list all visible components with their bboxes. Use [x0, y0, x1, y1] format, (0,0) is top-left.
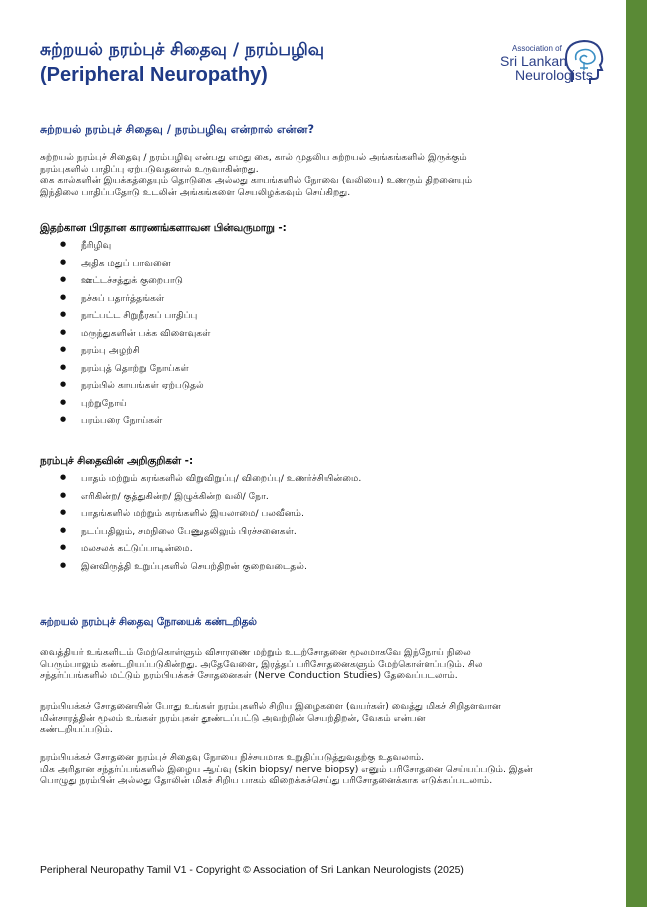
list-item: ● புற்றுநோய்: [60, 398, 211, 416]
text-line: சுற்றயல் நரம்புச் சிதைவு / நரம்பழிவு என்பது எமது கை, கால் முதலிய சுற்றயல் அங்கங்களில் இருக்கும்: [40, 152, 467, 163]
list-item: ● இனவிருத்தி உறுப்புகளில் செயற்திறன் குறைவடைதல்.: [60, 561, 361, 579]
logo-line-3: Neurologists: [515, 67, 593, 83]
copyright-footer: Peripheral Neuropathy Tamil V1 - Copyright © Association of Sri Lankan Neurologists (2025): [40, 865, 464, 876]
text-line: சந்தர்ப்பங்களில் மட்டும் நரம்பியக்கச் சோதனைகள் (Nerve Conduction Studies) தேவைப்படலாம்.: [40, 670, 458, 681]
title-english: (Peripheral Neuropathy): [40, 64, 268, 86]
section-what-is-heading: சுற்றயல் நரம்புச் சிதைவு / நரம்பழிவு என்றால் என்ன?: [40, 123, 314, 136]
causes-list: [60, 240, 211, 433]
causes-heading: இதற்கான பிரதான காரணங்களாவன பின்வருமாறு -:: [40, 222, 287, 234]
symptoms-list: [60, 473, 361, 578]
text-line: கை கால்களின் இயக்கத்தையும் தொடுகை அல்லது காயங்களில் நோவை (வலியை) உணரும் திறனையும்: [40, 175, 473, 186]
list-item: ● அதிக மதுப் பாவனை: [60, 258, 211, 276]
text-line: கண்டறியப்படும்.: [40, 724, 113, 735]
list-item: ● மலசலக் கட்டுப்பாடின்மை.: [60, 543, 361, 561]
list-item: ● நரம்பு அழற்சி: [60, 345, 211, 363]
diagnosis-paragraph-3: [40, 752, 610, 787]
symptoms-heading: நரம்புச் சிதைவின் அறிகுறிகள் -:: [40, 455, 194, 467]
text-line: இந்திலை பாதிப்பதோடு உடலின் அங்கங்களை செயலிழக்கவும் செய்கிறது.: [40, 186, 351, 198]
text-line: பொழுது நரம்பின் அல்லது தோலின் மிகச் சிறிய பாகம் விறைக்கச்செய்து பரிசோதனைக்காக எடுக்கப்படலாம்.: [40, 775, 493, 786]
association-logo: [478, 36, 618, 88]
text-line: மிக அரிதான சந்தர்ப்பங்களில் இழைய ஆய்வு (skin biopsy/ nerve biopsy) எனும் பரிசோதனை செய்யப்படும். இதன்: [40, 763, 533, 775]
list-item: ● எரிகின்ற/ குத்துகின்ற/ இழுக்கின்ற வலி/ நோ.: [60, 491, 361, 509]
head-brain-logo-icon: [562, 38, 606, 86]
list-item: ● நரம்புத் தொற்று நோய்கள்: [60, 363, 211, 381]
list-item: ● மருந்துகளின் பக்க விளைவுகள்: [60, 328, 211, 346]
text-line: வைத்தியர் உங்களிடம் மேற்கொள்ளும் விசாரணை மற்றும் உடற்சோதனை மூலமாகவே இந்நோய் நிலை: [40, 647, 471, 658]
text-line: மின்சாரத்தின் மூலம் உங்கள் நரம்புகள் தூண்டப்பட்டு அவற்றின் செயற்திறன், வேகம் என்பன: [40, 712, 426, 724]
text-line: நரம்புகளில் பாதிப்பு ஏற்படுவதனால் உருவாகின்றது.: [40, 163, 259, 175]
title-tamil: சுற்றயல் நரம்புச் சிதைவு / நரம்பழிவு: [40, 40, 325, 60]
list-item: ● நரம்பில் காயங்கள் ஏற்படுதல்: [60, 380, 211, 398]
logo-line-2: Sri Lankan: [500, 53, 567, 69]
section-what-is-text: [40, 152, 610, 198]
list-item: ● நீரிழிவு: [60, 240, 211, 258]
page-side-bar: [626, 0, 647, 907]
logo-line-1: Association of: [512, 44, 562, 53]
text-line: நரம்பியக்கச் சோதனை நரம்புச் சிதைவு நோயை நிச்சயமாக உறுதிப்படுத்துவதற்கு உதவலாம்.: [40, 752, 425, 763]
list-item: ● நடப்பதிலும், சமநிலை பேணுதலிலும் பிரச்சனைகள்.: [60, 526, 361, 544]
text-line: பெரும்பாலும் கண்டறியப்படுகின்றது. அதேவேளை, இரத்தப் பரிசோதனைகளும் மேற்கொள்ளப்படும். சில: [40, 658, 483, 670]
list-item: ● ஊட்டச்சத்துக் குறைபாடு: [60, 275, 211, 293]
diagnosis-heading: சுற்றயல் நரம்புச் சிதைவு நோயைக் கண்டறிதல்: [40, 616, 257, 628]
list-item: ● நச்சுப் பதார்த்தங்கள்: [60, 293, 211, 311]
list-item: ● பாதம் மற்றும் கரங்களில் விறுவிறுப்பு/ விறைப்பு/ உணர்ச்சியின்மை.: [60, 473, 361, 491]
diagnosis-paragraph-2: [40, 701, 610, 736]
text-line: நரம்பியக்கச் சோதனையின் போது உங்கள் நரம்புகளில் சிறிய இழைகளை (வயர்கள்) வைத்து மிகச் சிறிதளவான: [40, 701, 501, 712]
diagnosis-paragraph-1: [40, 647, 610, 682]
list-item: ● பாதங்களில் மற்றும் கரங்களில் இயலாமை/ பலவீனம்.: [60, 508, 361, 526]
list-item: ● நாட்பட்ட சிறுநீரகப் பாதிப்பு: [60, 310, 211, 328]
list-item: ● பரம்பரை நோய்கள்: [60, 415, 211, 433]
